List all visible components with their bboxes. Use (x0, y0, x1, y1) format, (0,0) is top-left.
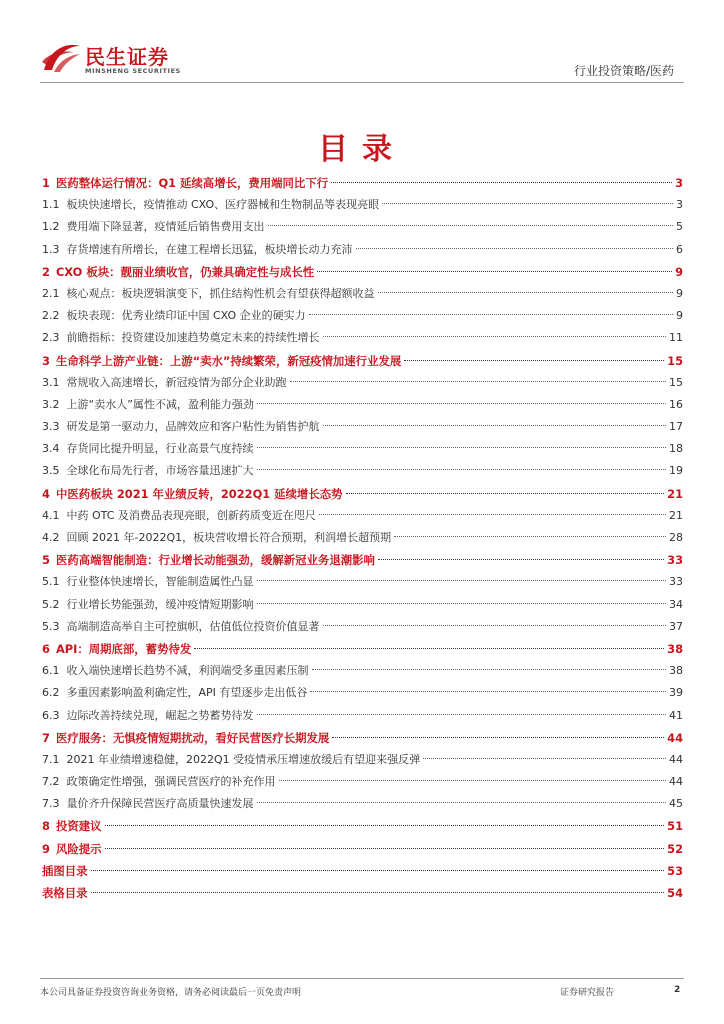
toc-subsection-entry[interactable] (42, 239, 683, 261)
toc-subsection-entry[interactable] (42, 705, 683, 727)
toc-page-number: 6 (676, 242, 683, 256)
toc-page-number: 21 (669, 508, 683, 522)
toc-page-number: 15 (669, 375, 683, 389)
toc-dot-leader (356, 248, 674, 249)
toc-dot-leader (257, 469, 667, 470)
toc-entry-title: 行业整体快速增长，智能制造属性凸显 (66, 575, 254, 589)
toc-entry-title: 费用端下降显著，疫情延后销售费用支出 (66, 220, 265, 234)
toc-dot-leader (323, 625, 667, 626)
toc-dot-leader (257, 802, 667, 803)
toc-page-number: 16 (669, 397, 683, 411)
toc-subsection-entry[interactable] (42, 372, 683, 394)
toc-page-number: 5 (676, 220, 683, 234)
toc-page-number: 28 (669, 531, 683, 544)
toc-page-number: 44 (667, 730, 683, 745)
toc-entry-title: 研发是第一驱动力，品牌效应和客户粘性为销售护航 (66, 420, 320, 434)
toc-entry-number: 4 (42, 486, 50, 501)
toc-section-entry[interactable] (42, 261, 683, 283)
toc-subsection-entry[interactable] (42, 394, 683, 416)
toc-entry-title: 核心观点：板块逻辑演变下，抓住结构性机会有望获得超额收益 (66, 286, 375, 300)
toc-section-entry[interactable] (42, 860, 683, 882)
toc-entry-number: 7.1 (42, 752, 60, 766)
toc-dot-leader (257, 714, 667, 715)
toc-entry-number: 5 (42, 553, 50, 568)
toc-dot-leader (257, 447, 667, 448)
toc-page-number: 38 (667, 641, 683, 656)
minsheng-logo-icon (40, 40, 82, 76)
toc-entry-title: 医疗服务：无惧疫情短期扰动，看好民营医疗长期发展 (55, 730, 330, 745)
toc-page-number: 9 (675, 264, 683, 279)
toc-subsection-entry[interactable] (42, 682, 683, 704)
toc-page-number: 3 (676, 198, 683, 212)
toc-entry-title: 投资建议 (55, 819, 102, 834)
toc-entry-number: 5.1 (42, 575, 60, 589)
toc-entry-number: 8 (42, 819, 50, 834)
toc-section-entry[interactable] (42, 638, 683, 660)
toc-dot-leader (378, 292, 674, 293)
toc-entry-title: 常规收入高速增长，新冠疫情为部分企业助跑 (66, 375, 287, 389)
toc-page-number: 38 (669, 664, 683, 678)
toc-dot-leader (257, 603, 667, 604)
toc-dot-leader (279, 780, 667, 781)
toc-subsection-entry[interactable] (42, 460, 683, 482)
toc-dot-leader (323, 336, 667, 337)
toc-subsection-entry[interactable] (42, 416, 683, 438)
toc-dot-leader (105, 848, 665, 849)
toc-dot-leader (404, 360, 664, 361)
toc-subsection-entry[interactable] (42, 505, 683, 527)
toc-entry-number: 3.4 (42, 442, 60, 456)
toc-subsection-entry[interactable] (42, 771, 683, 793)
toc-entry-number: 5.2 (42, 597, 60, 611)
toc-entry-number: 3.5 (42, 464, 60, 478)
toc-entry-number: 1.2 (42, 220, 60, 234)
toc-dot-leader (319, 514, 666, 515)
toc-entry-number: 7.2 (42, 775, 60, 789)
toc-dot-leader (331, 182, 672, 183)
toc-page-number: 18 (669, 442, 683, 456)
toc-title: 目录 (318, 132, 406, 167)
toc-subsection-entry[interactable] (42, 594, 683, 616)
toc-page-number: 52 (667, 841, 683, 856)
toc-subsection-entry[interactable] (42, 194, 683, 216)
toc-entry-title: 回顾 2021 年-2022Q1，板块营收增长符合预期，利润增长超预期 (66, 531, 392, 544)
toc-page-number: 44 (669, 775, 683, 789)
toc-entry-number: 6 (42, 641, 50, 656)
toc-page-number: 33 (667, 553, 683, 568)
toc-entry-number: 4.1 (42, 508, 60, 522)
toc-dot-leader (382, 203, 673, 204)
toc-entry-number: 7 (42, 730, 50, 745)
toc-section-entry[interactable] (42, 727, 683, 749)
toc-subsection-entry[interactable] (42, 571, 683, 593)
toc-entry-number: 5.3 (42, 619, 60, 633)
toc-entry-title: 板块快速增长，疫情推动 CXO、医疗器械和生物制品等表现亮眼 (66, 198, 380, 212)
toc-entry-title: 量价齐升保障民营医疗高质量快速发展 (66, 797, 254, 811)
toc-entry-number: 2.3 (42, 331, 60, 345)
toc-entry-number: 3.1 (42, 375, 60, 389)
toc-dot-leader (91, 870, 665, 871)
toc-section-entry[interactable] (42, 882, 683, 904)
toc-entry-title: 存货增速有所增长，在建工程增长迅猛，板块增长动力充沛 (66, 242, 353, 256)
footer-divider (40, 978, 684, 979)
toc-subsection-entry[interactable] (42, 749, 683, 771)
toc-entry-title: 生命科学上游产业链：上游“卖水”持续繁荣，新冠疫情加速行业发展 (55, 353, 402, 368)
toc-dot-leader (323, 425, 667, 426)
toc-entry-title: 中医药板块 2021 年业绩反转，2022Q1 延续增长态势 (55, 486, 343, 501)
toc-page-number: 3 (675, 176, 683, 190)
toc-entry-title: 2021 年业绩增速稳健，2022Q1 受疫情承压增速放缓后有望迎来强反弹 (66, 752, 421, 766)
toc-page-number: 17 (669, 420, 683, 434)
toc-entry-title: 表格目录 (42, 886, 88, 900)
toc-page-number: 37 (669, 619, 683, 633)
toc-entry-title: 医药高端智能制造：行业增长动能强劲，缓解新冠业务退潮影响 (55, 553, 375, 568)
toc-section-entry[interactable] (42, 815, 683, 837)
toc-dot-leader (378, 559, 664, 560)
footer-page-number: 2 (674, 985, 681, 995)
toc-entry-number: 3.3 (42, 420, 60, 434)
toc-page-number: 54 (667, 886, 683, 900)
toc-subsection-entry[interactable] (42, 438, 683, 460)
toc-subsection-entry[interactable] (42, 527, 683, 549)
toc-entry-number: 4.2 (42, 531, 60, 544)
toc-dot-leader (346, 493, 665, 494)
toc-entry-title: 全球化布局先行者，市场容量迅速扩大 (66, 464, 254, 478)
toc-page-number: 9 (676, 309, 683, 323)
toc-dot-leader (105, 825, 665, 826)
toc-entry-title: CXO 板块：靓丽业绩收官，仍兼具确定性与成长性 (55, 264, 315, 279)
toc-entry-number: 1.3 (42, 242, 60, 256)
toc-dot-leader (257, 580, 667, 581)
toc-page-number: 19 (669, 464, 683, 478)
toc-entry-title: 收入端快速增长趋势不减，利润端受多重因素压制 (66, 664, 309, 678)
toc-entry-number: 6.3 (42, 708, 60, 722)
toc-dot-leader (194, 648, 664, 649)
toc-dot-leader (290, 381, 667, 382)
toc-dot-leader (317, 271, 672, 272)
toc-entry-title: 行业增长势能强劲，缓冲疫情短期影响 (66, 597, 254, 611)
toc-entry-title: 风险提示 (55, 841, 102, 856)
toc-dot-leader (91, 892, 665, 893)
header-divider (40, 82, 684, 83)
toc-subsection-entry[interactable] (42, 616, 683, 638)
toc-entry-number: 7.3 (42, 797, 60, 811)
toc-entry-number: 3.2 (42, 397, 60, 411)
toc-page-number: 33 (669, 575, 683, 589)
toc-entry-title: 政策确定性增强，强调民营医疗的补充作用 (66, 775, 276, 789)
toc-page-number: 9 (676, 286, 683, 300)
toc-entry-title: 医药整体运行情况：Q1 延续高增长，费用端同比下行 (55, 176, 329, 190)
toc-page-number: 34 (669, 597, 683, 611)
toc-section-entry[interactable] (42, 350, 683, 372)
toc-entry-title: 上游“卖水人”属性不减，盈利能力强劲 (66, 397, 254, 411)
toc-entry-title: 多重因素影响盈利确定性，API 有望逐步走出低谷 (66, 686, 308, 700)
page-header (40, 38, 684, 82)
toc-entry-number: 1 (42, 176, 50, 190)
toc-entry-number: 6.2 (42, 686, 60, 700)
toc-entry-title: 插图目录 (42, 863, 88, 878)
footer-disclaimer: 本公司具备证券投资咨询业务资格，请务必阅读最后一页免责声明 (40, 988, 302, 998)
toc-dot-leader (312, 669, 667, 670)
toc-subsection-entry[interactable] (42, 327, 683, 349)
toc-entry-title: 存货同比提升明显，行业高景气度持续 (66, 442, 254, 456)
logo-english-name: MINSHENG SECURITIES (85, 67, 181, 75)
toc-dot-leader (309, 314, 673, 315)
report-category: 行业投资策略/医药 (573, 64, 674, 78)
toc-entry-number: 2 (42, 264, 50, 279)
toc-page-number: 39 (669, 686, 683, 700)
toc-entry-number: 1.1 (42, 198, 60, 212)
toc-subsection-entry[interactable] (42, 793, 683, 815)
logo-chinese-name: 民生证券 (85, 45, 169, 69)
toc-section-entry[interactable] (42, 549, 683, 571)
table-of-contents (42, 172, 683, 904)
toc-dot-leader (332, 737, 664, 738)
toc-entry-number: 6.1 (42, 664, 60, 678)
toc-subsection-entry[interactable] (42, 216, 683, 238)
toc-page-number: 15 (667, 353, 683, 368)
toc-page-number: 21 (667, 486, 683, 501)
toc-page-number: 45 (669, 797, 683, 811)
toc-page-number: 11 (669, 331, 683, 345)
toc-section-entry[interactable] (42, 483, 683, 505)
toc-entry-title: 中药 OTC 及消费品表现亮眼，创新药质变近在咫尺 (66, 508, 316, 522)
toc-subsection-entry[interactable] (42, 305, 683, 327)
toc-dot-leader (310, 691, 666, 692)
toc-page-number: 44 (669, 752, 683, 766)
toc-subsection-entry[interactable] (42, 283, 683, 305)
toc-section-entry[interactable] (42, 838, 683, 860)
toc-dot-leader (423, 758, 666, 759)
company-logo (40, 38, 200, 82)
toc-entry-title: 高端制造高举自主可控旗帜，估值低位投资价值显著 (66, 619, 320, 633)
toc-dot-leader (257, 403, 666, 404)
toc-section-entry[interactable] (42, 172, 683, 194)
toc-dot-leader (394, 536, 666, 537)
toc-page-number: 51 (667, 819, 683, 834)
toc-entry-number: 2.2 (42, 309, 60, 323)
toc-entry-number: 9 (42, 841, 50, 856)
toc-page-number: 41 (669, 708, 683, 722)
toc-entry-title: API：周期底部，蓄势待发 (55, 641, 192, 656)
toc-page-number: 53 (667, 863, 683, 878)
toc-entry-number: 3 (42, 353, 50, 368)
toc-dot-leader (268, 225, 674, 226)
toc-entry-title: 边际改善持续兑现，崛起之势蓄势待发 (66, 708, 254, 722)
toc-entry-title: 板块表现：优秀业绩印证中国 CXO 企业的硬实力 (66, 309, 306, 323)
footer-report-type: 证券研究报告 (560, 988, 615, 998)
toc-entry-title: 前瞻指标：投资建设加速趋势奠定未来的持续性增长 (66, 331, 320, 345)
toc-entry-number: 2.1 (42, 286, 60, 300)
toc-subsection-entry[interactable] (42, 660, 683, 682)
